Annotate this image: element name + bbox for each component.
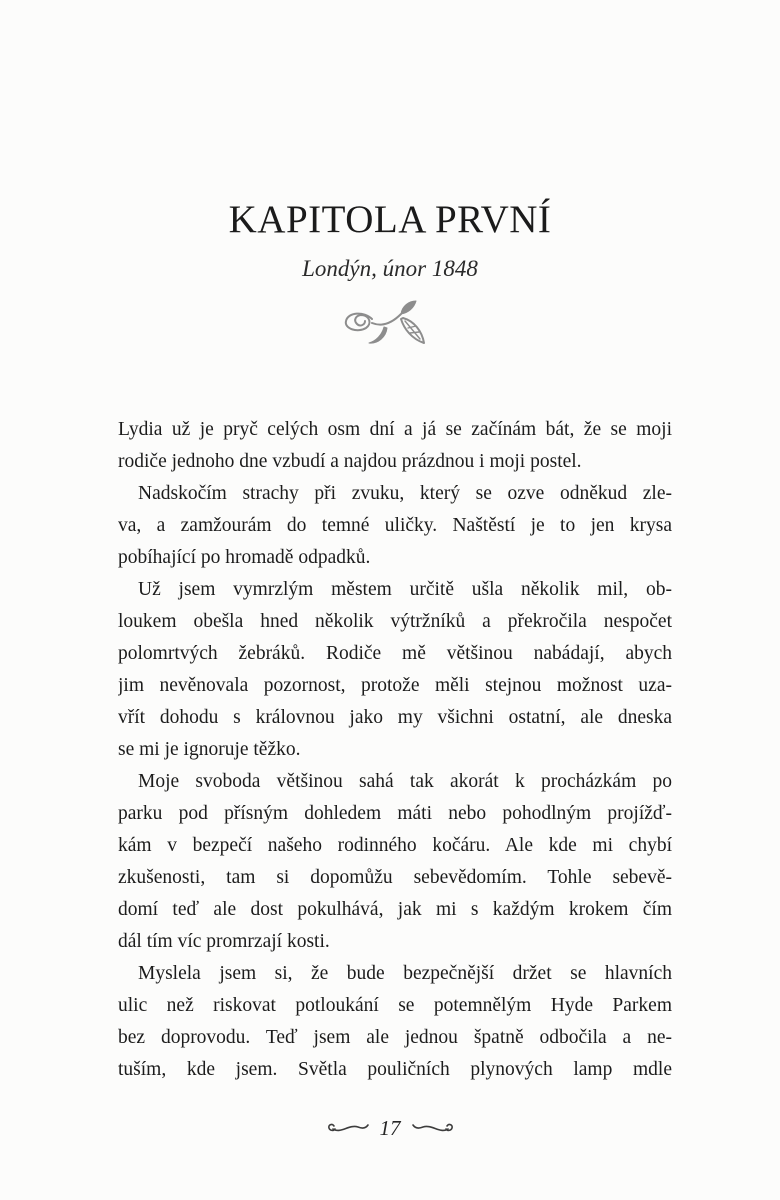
text-line: se mi je ignoruje těžko. [118, 739, 301, 760]
tilde-flourish-right-icon [412, 1121, 454, 1135]
chapter-title: KAPITOLA PRVNÍ [228, 198, 552, 241]
body-text [118, 414, 672, 1086]
text-line: Myslela jsem si, že bude bezpečnější držet se hlavních [138, 963, 672, 984]
rose-flourish-icon [338, 340, 442, 357]
tilde-flourish-left-icon [327, 1121, 369, 1135]
text-line: Nadskočím strachy při zvuku, který se ozve odněkud zle- [138, 483, 672, 504]
text-line: pobíhající po hromadě odpadků. [118, 547, 371, 568]
ornament-container [0, 299, 780, 353]
text-line: Už jsem vymrzlým městem určitě ušla několik mil, ob- [138, 579, 672, 600]
text-line: ulic než riskovat potloukání se potemnělým Hyde Parkem [118, 995, 672, 1016]
text-line: polomrtvých žebráků. Rodiče mě většinou nabádají, abych [118, 643, 672, 664]
text-line: domí teď ale dost pokulhává, jak mi s každým krokem čím [118, 899, 672, 920]
text-line: bez doprovodu. Teď jsem ale jednou špatně odbočila a ne- [118, 1027, 672, 1048]
chapter-subtitle: Londýn, únor 1848 [302, 256, 478, 281]
text-line: zkušenosti, tam si dopomůžu sebevědomím. Tohle sebevě- [118, 867, 672, 888]
text-line: Lydia už je pryč celých osm dní a já se začínám bát, že se moji [118, 419, 672, 440]
text-line: rodiče jednoho dne vzbudí a najdou prázdnou i moji postel. [118, 451, 582, 472]
chapter-heading [0, 198, 780, 353]
page-footer [0, 1114, 780, 1142]
text-line: vřít dohodu s královnou jako my všichni ostatní, ale dneska [118, 707, 672, 728]
text-line: va, a zamžourám do temné uličky. Naštěstí je to jen krysa [118, 515, 672, 536]
page-number: 17 [379, 1116, 401, 1140]
text-line: Moje svoboda většinou sahá tak akorát k procházkám po [138, 771, 672, 792]
text-line: kám v bezpečí našeho rodinného kočáru. Ale kde mi chybí [118, 835, 672, 856]
text-line: dál tím víc promrzají kosti. [118, 931, 330, 952]
text-line: tuším, kde jsem. Světla pouličních plynových lamp mdle [118, 1059, 672, 1080]
text-line: loukem obešla hned několik výtržníků a překročila nespočet [118, 611, 672, 632]
text-line: jim nevěnovala pozornost, protože měli stejnou možnost uza- [118, 675, 672, 696]
text-line: parku pod přísným dohledem máti nebo pohodlným projížď- [118, 803, 672, 824]
